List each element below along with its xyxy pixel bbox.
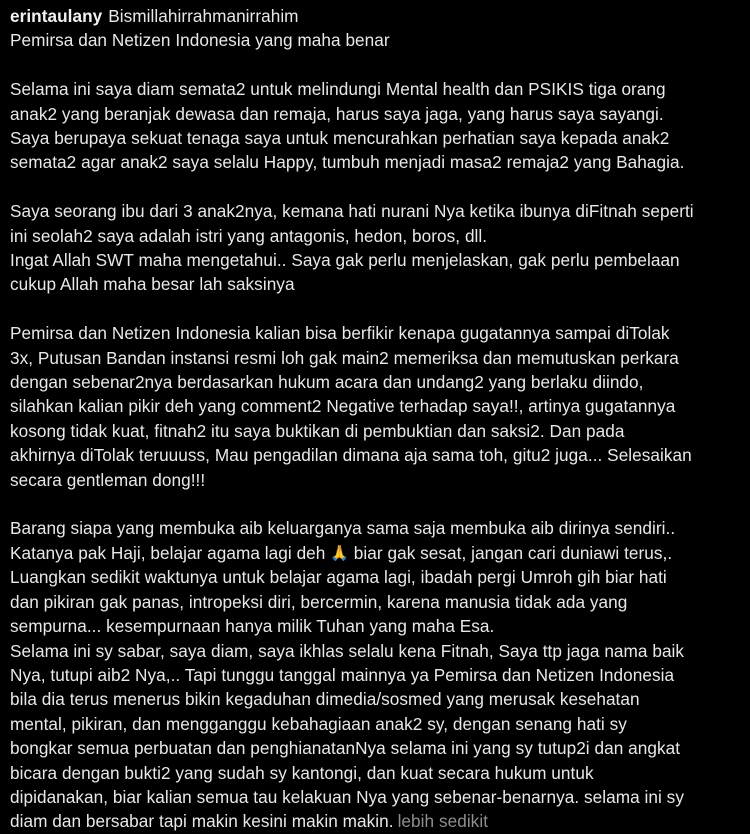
caption-text: biar gak sesat, jangan cari duniawi terus,. bbox=[348, 542, 673, 563]
caption-text: Bismillahirrahmanirrahim bbox=[108, 6, 299, 26]
caption-line: Saya berupaya sekuat tenaga saya untuk mencurahkan perhatian saya kepada anak2 bbox=[10, 128, 670, 149]
caption-line: cukup Allah maha besar lah saksinya bbox=[10, 274, 295, 295]
caption-line: silahkan kalian pikir deh yang comment2 Negative terhadap saya!!, artinya gugatannya bbox=[10, 396, 676, 417]
caption-line: dengan sebenar2nya berdasarkan hukum acara dan undang2 yang berlaku diindo, bbox=[10, 372, 644, 393]
caption-line: anak2 yang beranjak dewasa dan remaja, harus saya jaga, yang harus saya sayangi. bbox=[10, 103, 664, 124]
caption-line bbox=[10, 4, 742, 28]
paragraph-gap bbox=[10, 297, 742, 321]
caption-line: bongkar semua perbuatan dan penghianatanNya selama ini yang sy tutup2i dan angkat bbox=[10, 738, 681, 759]
show-less-link[interactable]: lebih sedikit bbox=[397, 811, 489, 832]
caption-line: dipidanakan, biar kalian semua tau kelakuan Nya yang sebenar-benarnya. selama ini sy bbox=[10, 786, 684, 807]
caption-line: kosong tidak kuat, fitnah2 itu saya buktikan di pembuktian dan saksi2. Dan pada bbox=[10, 420, 625, 441]
caption-line: 3x, Putusan Bandan instansi resmi loh gak main2 memeriksa dan memutuskan perkara bbox=[10, 347, 679, 368]
post-caption bbox=[10, 4, 742, 834]
caption-line: semata2 agar anak2 saya selalu Happy, tumbuh menjadi masa2 remaja2 yang Bahagia. bbox=[10, 152, 685, 173]
caption-line bbox=[10, 541, 742, 565]
caption-line: bila dia terus menerus bikin kegaduhan dimedia/sosmed yang merusak kesehatan bbox=[10, 689, 640, 710]
caption-text: Katanya pak Haji, belajar agama lagi deh bbox=[10, 542, 326, 563]
caption-text: diam dan bersabar tapi makin kesini makin makin. bbox=[10, 811, 394, 832]
folded-hands-icon: 🙏 bbox=[330, 544, 349, 562]
caption-line bbox=[10, 809, 742, 833]
caption-line: Selama ini sy sabar, saya diam, saya ikhlas selalu kena Fitnah, Saya ttp jaga nama baik bbox=[10, 640, 685, 661]
username[interactable]: erintaulany bbox=[10, 6, 103, 26]
caption-line: ini seolah2 saya adalah istri yang antagonis, hedon, boros, dll. bbox=[10, 225, 488, 246]
caption-line: bicara dengan bukti2 yang sudah sy kantongi, dan kuat secara hukum untuk bbox=[10, 762, 594, 783]
caption-line: Nya, tutupi aib2 Nya,.. Tapi tunggu tanggal mainnya ya Pemirsa dan Netizen Indonesia bbox=[10, 664, 675, 685]
caption-line: Saya seorang ibu dari 3 anak2nya, kemana hati nurani Nya ketika ibunya diFitnah seperti bbox=[10, 201, 694, 222]
paragraph-gap bbox=[10, 175, 742, 199]
caption-line: mental, pikiran, dan mengganggu kebahagiaan anak2 sy, dengan senang hati sy bbox=[10, 713, 627, 734]
caption-line: Barang siapa yang membuka aib keluarganya sama saja membuka aib dirinya sendiri.. bbox=[10, 518, 676, 539]
caption-line: Pemirsa dan Netizen Indonesia yang maha benar bbox=[10, 30, 390, 51]
paragraph-gap bbox=[10, 53, 742, 77]
caption-line: secara gentleman dong!!! bbox=[10, 469, 206, 490]
caption-line: Selama ini saya diam semata2 untuk melindungi Mental health dan PSIKIS tiga orang bbox=[10, 79, 666, 100]
caption-line: sempurna... kesempurnaan hanya milik Tuhan yang maha Esa. bbox=[10, 616, 495, 637]
caption-line: Pemirsa dan Netizen Indonesia kalian bisa berfikir kenapa gugatannya sampai diTolak bbox=[10, 323, 670, 344]
paragraph-gap bbox=[10, 492, 742, 516]
caption-line: akhirnya diTolak teruuuss, Mau pengadilan dimana aja sama toh, gitu2 juga... Selesaikan bbox=[10, 445, 692, 466]
caption-line: Luangkan sedikit waktunya untuk belajar agama lagi, ibadah pergi Umroh gih biar hati bbox=[10, 567, 667, 588]
caption-line: dan pikiran gak panas, intropeksi diri, bercermin, karena manusia tidak ada yang bbox=[10, 591, 628, 612]
caption-line: Ingat Allah SWT maha mengetahui.. Saya gak perlu menjelaskan, gak perlu pembelaan bbox=[10, 250, 680, 271]
